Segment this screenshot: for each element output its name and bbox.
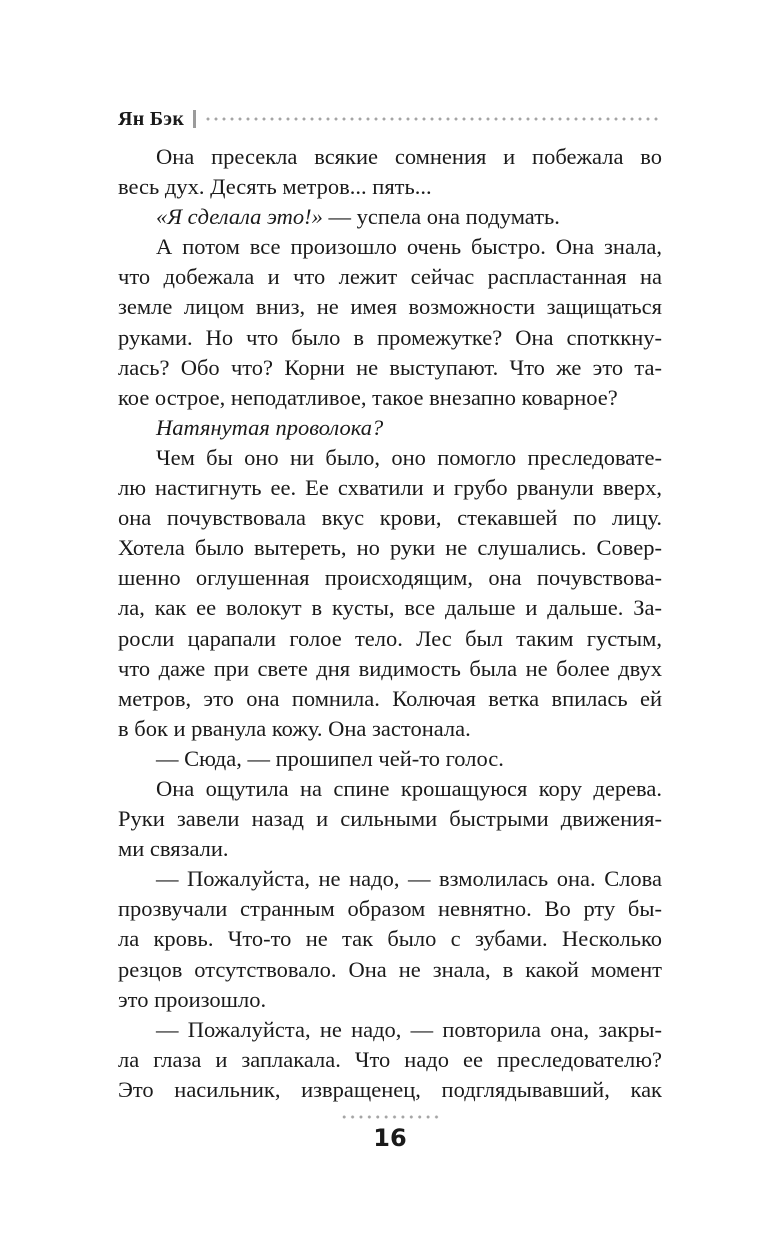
text-line: ла кровь. Что-то не так было с зубами. Несколько	[118, 926, 662, 952]
text-line: лась? Обо что? Корни не выступают. Что же это та-	[118, 354, 662, 380]
running-header	[118, 106, 662, 132]
text-line: А потом все произошло очень быстро. Она знала,	[156, 234, 662, 260]
text-line: Она пресекла всякие сомнения и побежала во	[156, 144, 662, 169]
text-line: земле лицом вниз, не имея возможности защищаться	[118, 294, 662, 320]
text-line: что даже при свете дня видимость была не более двух	[118, 655, 662, 681]
text-line: шенно оглушенная происходящим, она почувствова-	[118, 565, 662, 591]
text-line: ми связали.	[118, 836, 229, 862]
text-line: Руки завели назад и сильными быстрыми движения-	[118, 806, 662, 832]
line-rest: — успела она подумать.	[322, 204, 560, 230]
text-line: — Сюда, — прошипел чей-то голос.	[156, 745, 504, 771]
text-line: — Пожалуйста, не надо, — повторила она, закры-	[156, 1016, 662, 1042]
text-line: в бок и рванула кожу. Она застонала.	[118, 715, 471, 741]
text-line: Это насильник, извращенец, подглядывавший, как	[118, 1076, 662, 1102]
text-line: Натянутая проволока?	[156, 414, 384, 440]
text-line: кое острое, неподатливое, такое внезапно коварное?	[118, 384, 618, 410]
text-line: резцов отсутствовало. Она не знала, в какой момент	[118, 956, 662, 982]
text-line: Хотела было вытереть, но руки не слушались. Совер-	[118, 535, 662, 561]
text-line: ла, как ее волокут в кусты, все дальше и дальше. За-	[118, 595, 662, 621]
text-line	[118, 202, 662, 232]
text-line: Чем бы оно ни было, оно помогло преследовате-	[156, 444, 662, 470]
text-line: метров, это она помнила. Колючая ветка впилась ей	[118, 685, 662, 711]
text-line: лю настигнуть ее. Ее схватили и грубо рванули вверх,	[118, 475, 662, 501]
footer-dotted-rule	[340, 1115, 440, 1119]
text-line: ла глаза и заплакала. Что надо ее преследователю?	[118, 1046, 662, 1072]
text-line: что добежала и что лежит сейчас распластанная на	[118, 264, 662, 290]
text-line: Она ощутила на спине крошащуюся кору дерева.	[156, 775, 662, 801]
text-line: — Пожалуйста, не надо, — взмолилась она. Слова	[156, 866, 662, 892]
text-line: весь дух. Десять метров... пять...	[118, 174, 432, 200]
body-text	[118, 142, 662, 1105]
header-dotted-rule	[204, 117, 662, 121]
author-name: Ян Бэк	[118, 107, 185, 130]
page-number: 16	[373, 1124, 407, 1152]
header-separator-bar	[193, 110, 196, 128]
text-line: прозвучали странным образом невнятно. Во рту бы-	[118, 896, 662, 922]
text-line: руками. Но что было в промежутке? Она спотккну-	[118, 324, 662, 350]
text-line: она почувствовала вкус крови, стекавшей по лицу.	[118, 505, 662, 531]
text-line: это произошло.	[118, 986, 267, 1012]
text-line: росли царапали голое тело. Лес был таким густым,	[118, 625, 662, 651]
italic-phrase: «Я сделала это!»	[156, 204, 323, 230]
